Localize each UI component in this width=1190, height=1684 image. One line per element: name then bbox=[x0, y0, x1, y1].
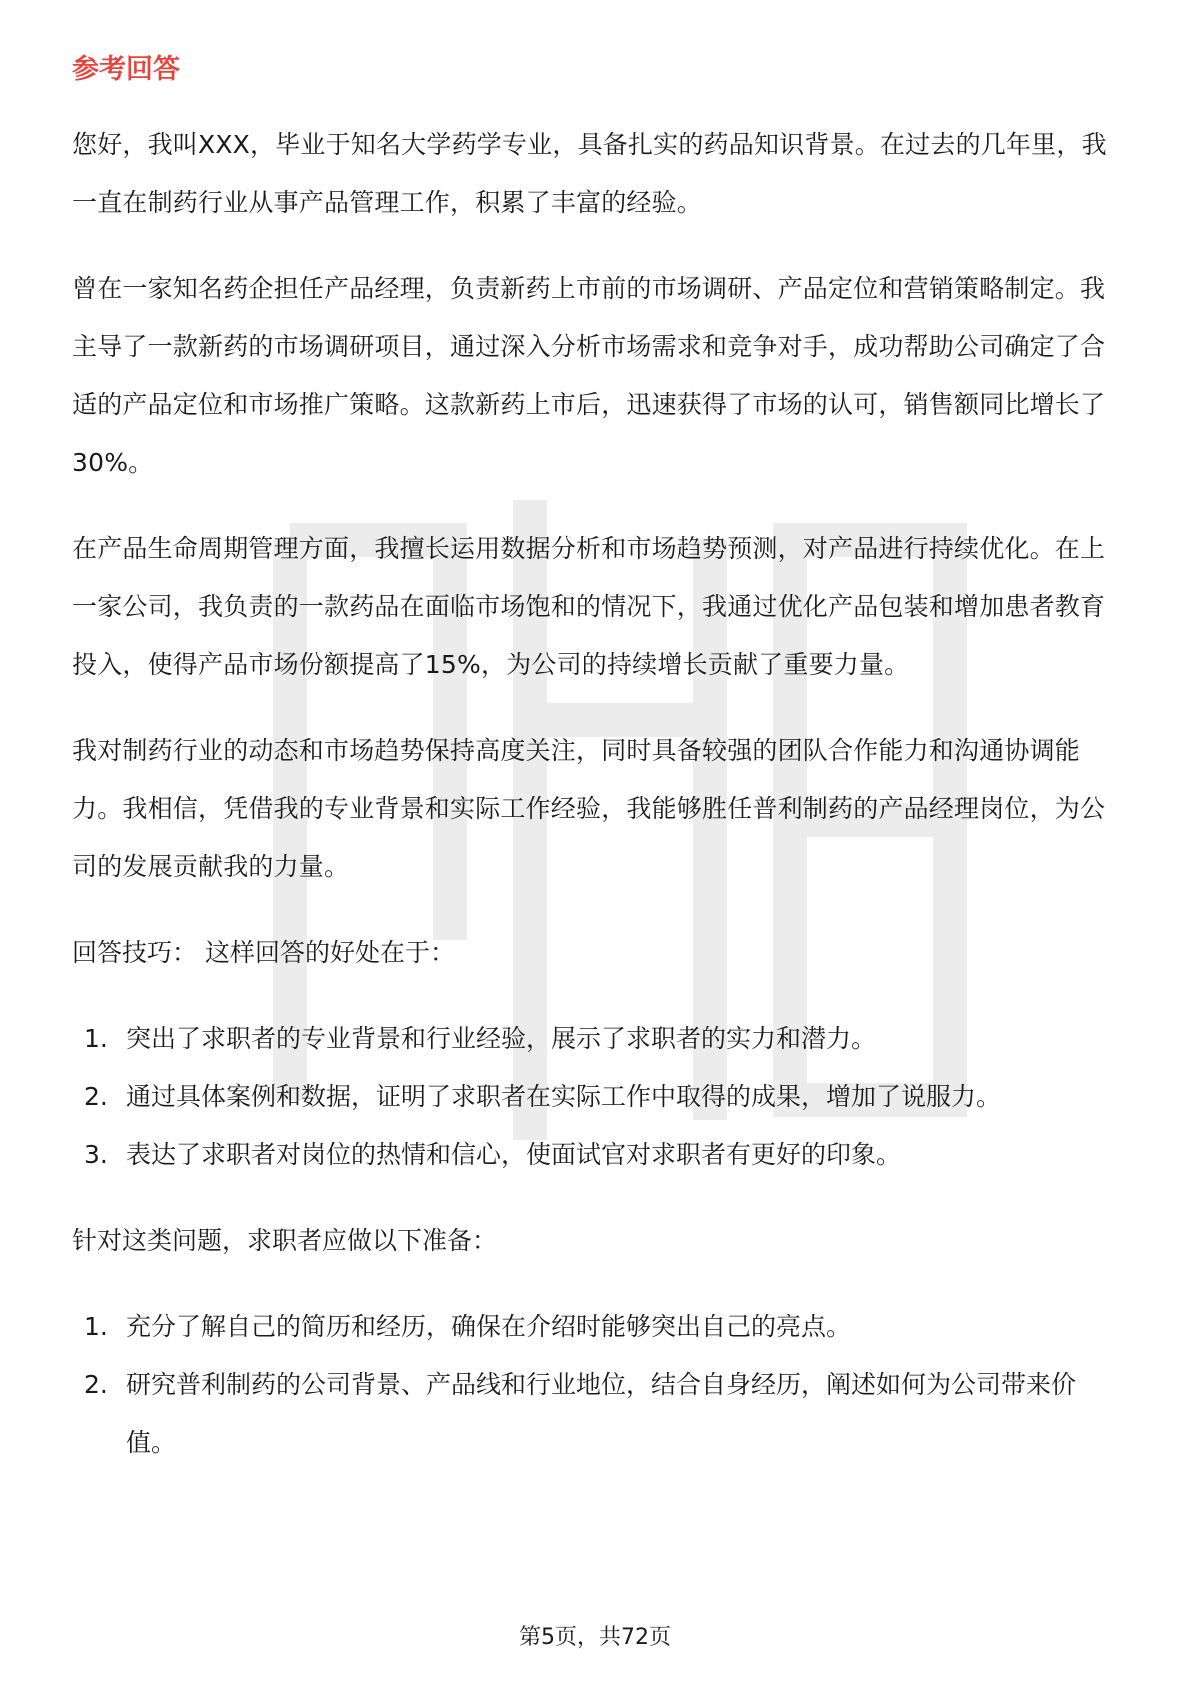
list-text: 通过具体案例和数据，证明了求职者在实际工作中取得的成果，增加了说服力。 bbox=[126, 1082, 1002, 1111]
prep-list bbox=[72, 1298, 1120, 1472]
list-number: 2. bbox=[84, 1370, 108, 1399]
list-text: 突出了求职者的专业背景和行业经验，展示了求职者的实力和潜力。 bbox=[126, 1024, 877, 1053]
section-heading: 参考回答 bbox=[72, 54, 180, 85]
list-number: 1. bbox=[84, 1024, 108, 1053]
list-item bbox=[72, 1298, 1120, 1356]
tips-list bbox=[72, 1010, 1120, 1184]
page-number-footer: 第5页，共72页 bbox=[519, 1625, 671, 1650]
prep-label: 针对这类问题，求职者应做以下准备： bbox=[72, 1226, 498, 1255]
list-item bbox=[72, 1126, 1120, 1184]
list-item bbox=[72, 1068, 1120, 1126]
list-item bbox=[72, 1010, 1120, 1068]
list-item bbox=[72, 1356, 1120, 1472]
document-content bbox=[72, 50, 1120, 1500]
answer-paragraph-3: 在产品生命周期管理方面，我擅长运用数据分析和市场趋势预测，对产品进行持续优化。在上一家公司，我负责的一款药品在面临市场饱和的情况下，我通过优化产品包装和增加患者教育投入，使得产品市场份额提高了15%，为公司的持续增长贡献了重要力量。 bbox=[72, 534, 1106, 679]
list-number: 1. bbox=[84, 1312, 108, 1341]
answer-paragraph-2: 曾在一家知名药企担任产品经理，负责新药上市前的市场调研、产品定位和营销策略制定。我主导了一款新药的市场调研项目，通过深入分析市场需求和竞争对手，成功帮助公司确定了合适的产品定位和市场推广策略。这款新药上市后，迅速获得了市场的认可，销售额同比增长了30%。 bbox=[72, 274, 1106, 477]
answer-paragraph-4: 我对制药行业的动态和市场趋势保持高度关注，同时具备较强的团队合作能力和沟通协调能力。我相信，凭借我的专业背景和实际工作经验，我能够胜任普利制药的产品经理岗位，为公司的发展贡献我的力量。 bbox=[72, 736, 1106, 881]
list-number: 2. bbox=[84, 1082, 108, 1111]
list-text: 研究普利制药的公司背景、产品线和行业地位，结合自身经历，阐述如何为公司带来价值。 bbox=[126, 1370, 1077, 1457]
tips-label: 回答技巧： 这样回答的好处在于： bbox=[72, 938, 455, 967]
answer-paragraph-1: 您好，我叫XXX，毕业于知名大学药学专业，具备扎实的药品知识背景。在过去的几年里，我一直在制药行业从事产品管理工作，积累了丰富的经验。 bbox=[72, 130, 1107, 217]
list-number: 3. bbox=[84, 1140, 108, 1169]
list-text: 表达了求职者对岗位的热情和信心，使面试官对求职者有更好的印象。 bbox=[126, 1140, 902, 1169]
list-text: 充分了解自己的简历和经历，确保在介绍时能够突出自己的亮点。 bbox=[126, 1312, 852, 1341]
